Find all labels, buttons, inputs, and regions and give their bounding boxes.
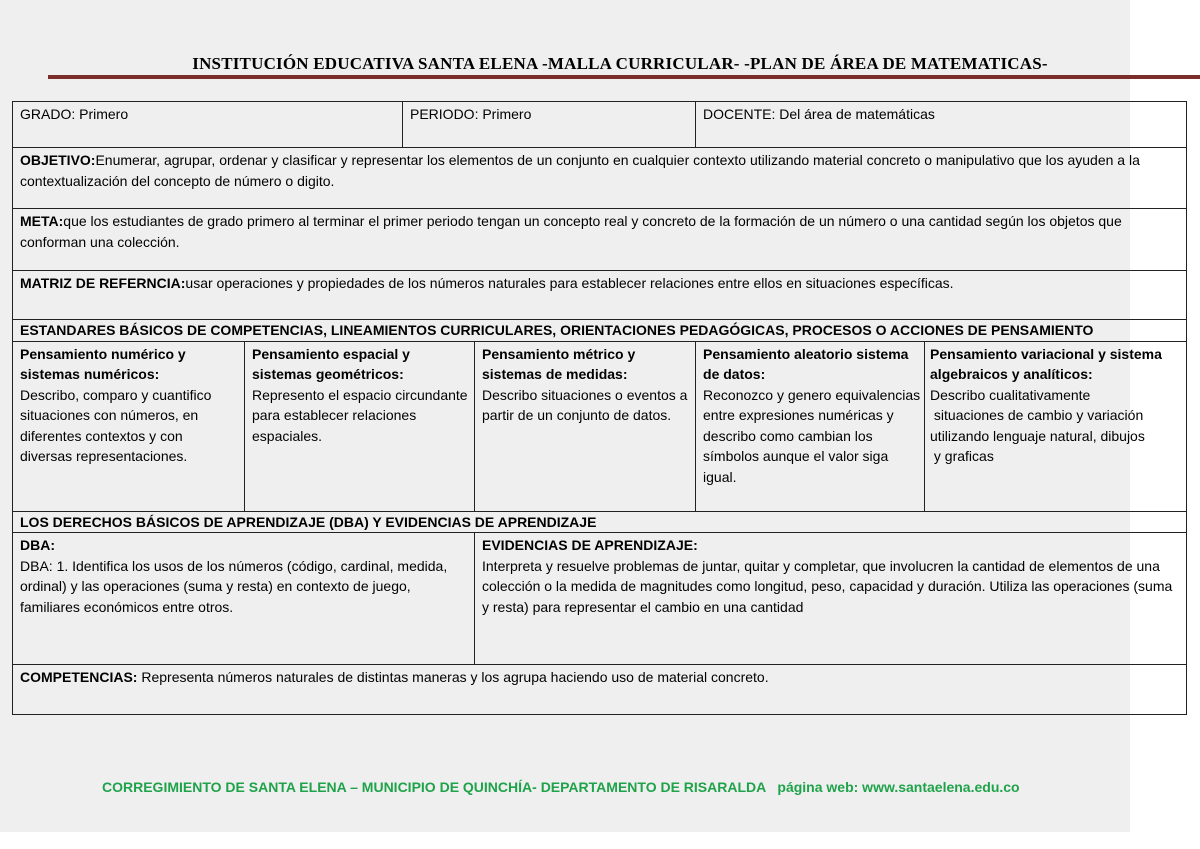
meta-text: que los estudiantes de grado primero al terminar el primer periodo tengan un concepto real y concreto de la formación de un número o una cantidad según los objetos que conforman una colección. bbox=[20, 213, 1122, 250]
standard-title: Pensamiento métrico y sistemas de medidas: bbox=[482, 345, 636, 382]
curriculum-table bbox=[12, 101, 1187, 715]
dba-title: DBA: bbox=[20, 537, 55, 553]
docente-cell: DOCENTE: Del área de matemáticas bbox=[696, 102, 1187, 148]
meta-row bbox=[13, 209, 1187, 271]
meta-label: META: bbox=[20, 213, 64, 229]
standard-cell-metrico bbox=[475, 341, 696, 511]
competencias-cell bbox=[13, 665, 1187, 715]
standard-title: Pensamiento espacial y sistemas geométricos: bbox=[252, 345, 410, 382]
competencias-label: COMPETENCIAS: bbox=[20, 669, 138, 685]
standard-cell-variacional bbox=[925, 341, 1187, 511]
standard-text: Represento el espacio circundante para establecer relaciones espaciales. bbox=[252, 386, 468, 444]
estandares-row bbox=[13, 341, 1187, 511]
footer-text: CORREGIMIENTO DE SANTA ELENA – MUNICIPIO DE QUINCHÍA- DEPARTAMENTO DE RISARALDA página web: www.santaelena.edu.co bbox=[102, 779, 1020, 795]
competencias-row bbox=[13, 665, 1187, 715]
matriz-label: MATRIZ DE REFERNCIA: bbox=[20, 275, 186, 291]
periodo-cell: PERIODO: Primero bbox=[403, 102, 696, 148]
standard-text: Reconozco y genero equivalencias entre expresiones numéricas y describo como cambian los símbolos aunque el valor siga igual. bbox=[703, 386, 921, 485]
standard-title: Pensamiento numérico y sistemas numéricos: bbox=[20, 345, 186, 382]
evidencias-text: Interpreta y resuelve problemas de juntar, quitar y completar, que involucren la cantidad de elementos de una colección o la medida de magnitudes como longitud, peso, capacidad y duración. Utiliza las operaciones (suma y resta) para representar el cambio en una cantidad bbox=[482, 557, 1173, 615]
standard-cell-numerico bbox=[13, 341, 245, 511]
matriz-cell bbox=[13, 271, 1187, 320]
standard-text: Describo cualitativamente situaciones de cambio y variación utilizando lenguaje natural, dibujos y graficas bbox=[930, 386, 1145, 464]
dba-heading-row bbox=[13, 511, 1187, 533]
dba-text: DBA: 1. Identifica los usos de los números (código, cardinal, medida, ordinal) y las operaciones (suma y resta) en contexto de juego, familiares económicos entre otros. bbox=[20, 557, 448, 615]
standard-title: Pensamiento variacional y sistema algebraicos y analíticos: bbox=[930, 345, 1162, 382]
standard-cell-aleatorio bbox=[696, 341, 925, 511]
evidencias-cell bbox=[475, 533, 1187, 665]
document-title: INSTITUCIÓN EDUCATIVA SANTA ELENA -MALLA CURRICULAR- -PLAN DE ÁREA DE MATEMATICAS- bbox=[192, 54, 1048, 73]
dba-cell bbox=[13, 533, 475, 665]
estandares-heading: ESTANDARES BÁSICOS DE COMPETENCIAS, LINEAMIENTOS CURRICULARES, ORIENTACIONES PEDAGÓGICAS, PROCESOS O ACCIONES DE PENSAMIENTO bbox=[13, 320, 1187, 342]
grado-cell: GRADO: Primero bbox=[13, 102, 403, 148]
matriz-text: usar operaciones y propiedades de los números naturales para establecer relaciones entre ellos en situaciones específicas. bbox=[185, 275, 954, 291]
objetivo-cell bbox=[13, 148, 1187, 209]
objetivo-row bbox=[13, 148, 1187, 209]
title-underline bbox=[48, 75, 1200, 79]
objetivo-text: Enumerar, agrupar, ordenar y clasificar y representar los elementos de un conjunto en cualquier contexto utilizando material concreto o manipulativo que los ayuden a la contextualización del concepto de número o digito. bbox=[20, 152, 1140, 189]
meta-cell bbox=[13, 209, 1187, 271]
dba-heading: LOS DERECHOS BÁSICOS DE APRENDIZAJE (DBA) Y EVIDENCIAS DE APRENDIZAJE bbox=[13, 511, 1187, 533]
dba-row bbox=[13, 533, 1187, 665]
info-row bbox=[13, 102, 1187, 148]
estandares-heading-row bbox=[13, 320, 1187, 342]
standard-cell-espacial bbox=[245, 341, 475, 511]
matriz-row bbox=[13, 271, 1187, 320]
standard-title: Pensamiento aleatorio sistema de datos: bbox=[703, 345, 909, 382]
standard-text: Describo, comparo y cuantifico situaciones con números, en diferentes contextos y con diversas representaciones. bbox=[20, 386, 212, 464]
evidencias-title: EVIDENCIAS DE APRENDIZAJE: bbox=[482, 537, 698, 553]
objetivo-label: OBJETIVO: bbox=[20, 152, 96, 168]
competencias-text: Representa números naturales de distintas maneras y los agrupa haciendo uso de material concreto. bbox=[137, 669, 769, 685]
standard-text: Describo situaciones o eventos a partir de un conjunto de datos. bbox=[482, 386, 688, 423]
